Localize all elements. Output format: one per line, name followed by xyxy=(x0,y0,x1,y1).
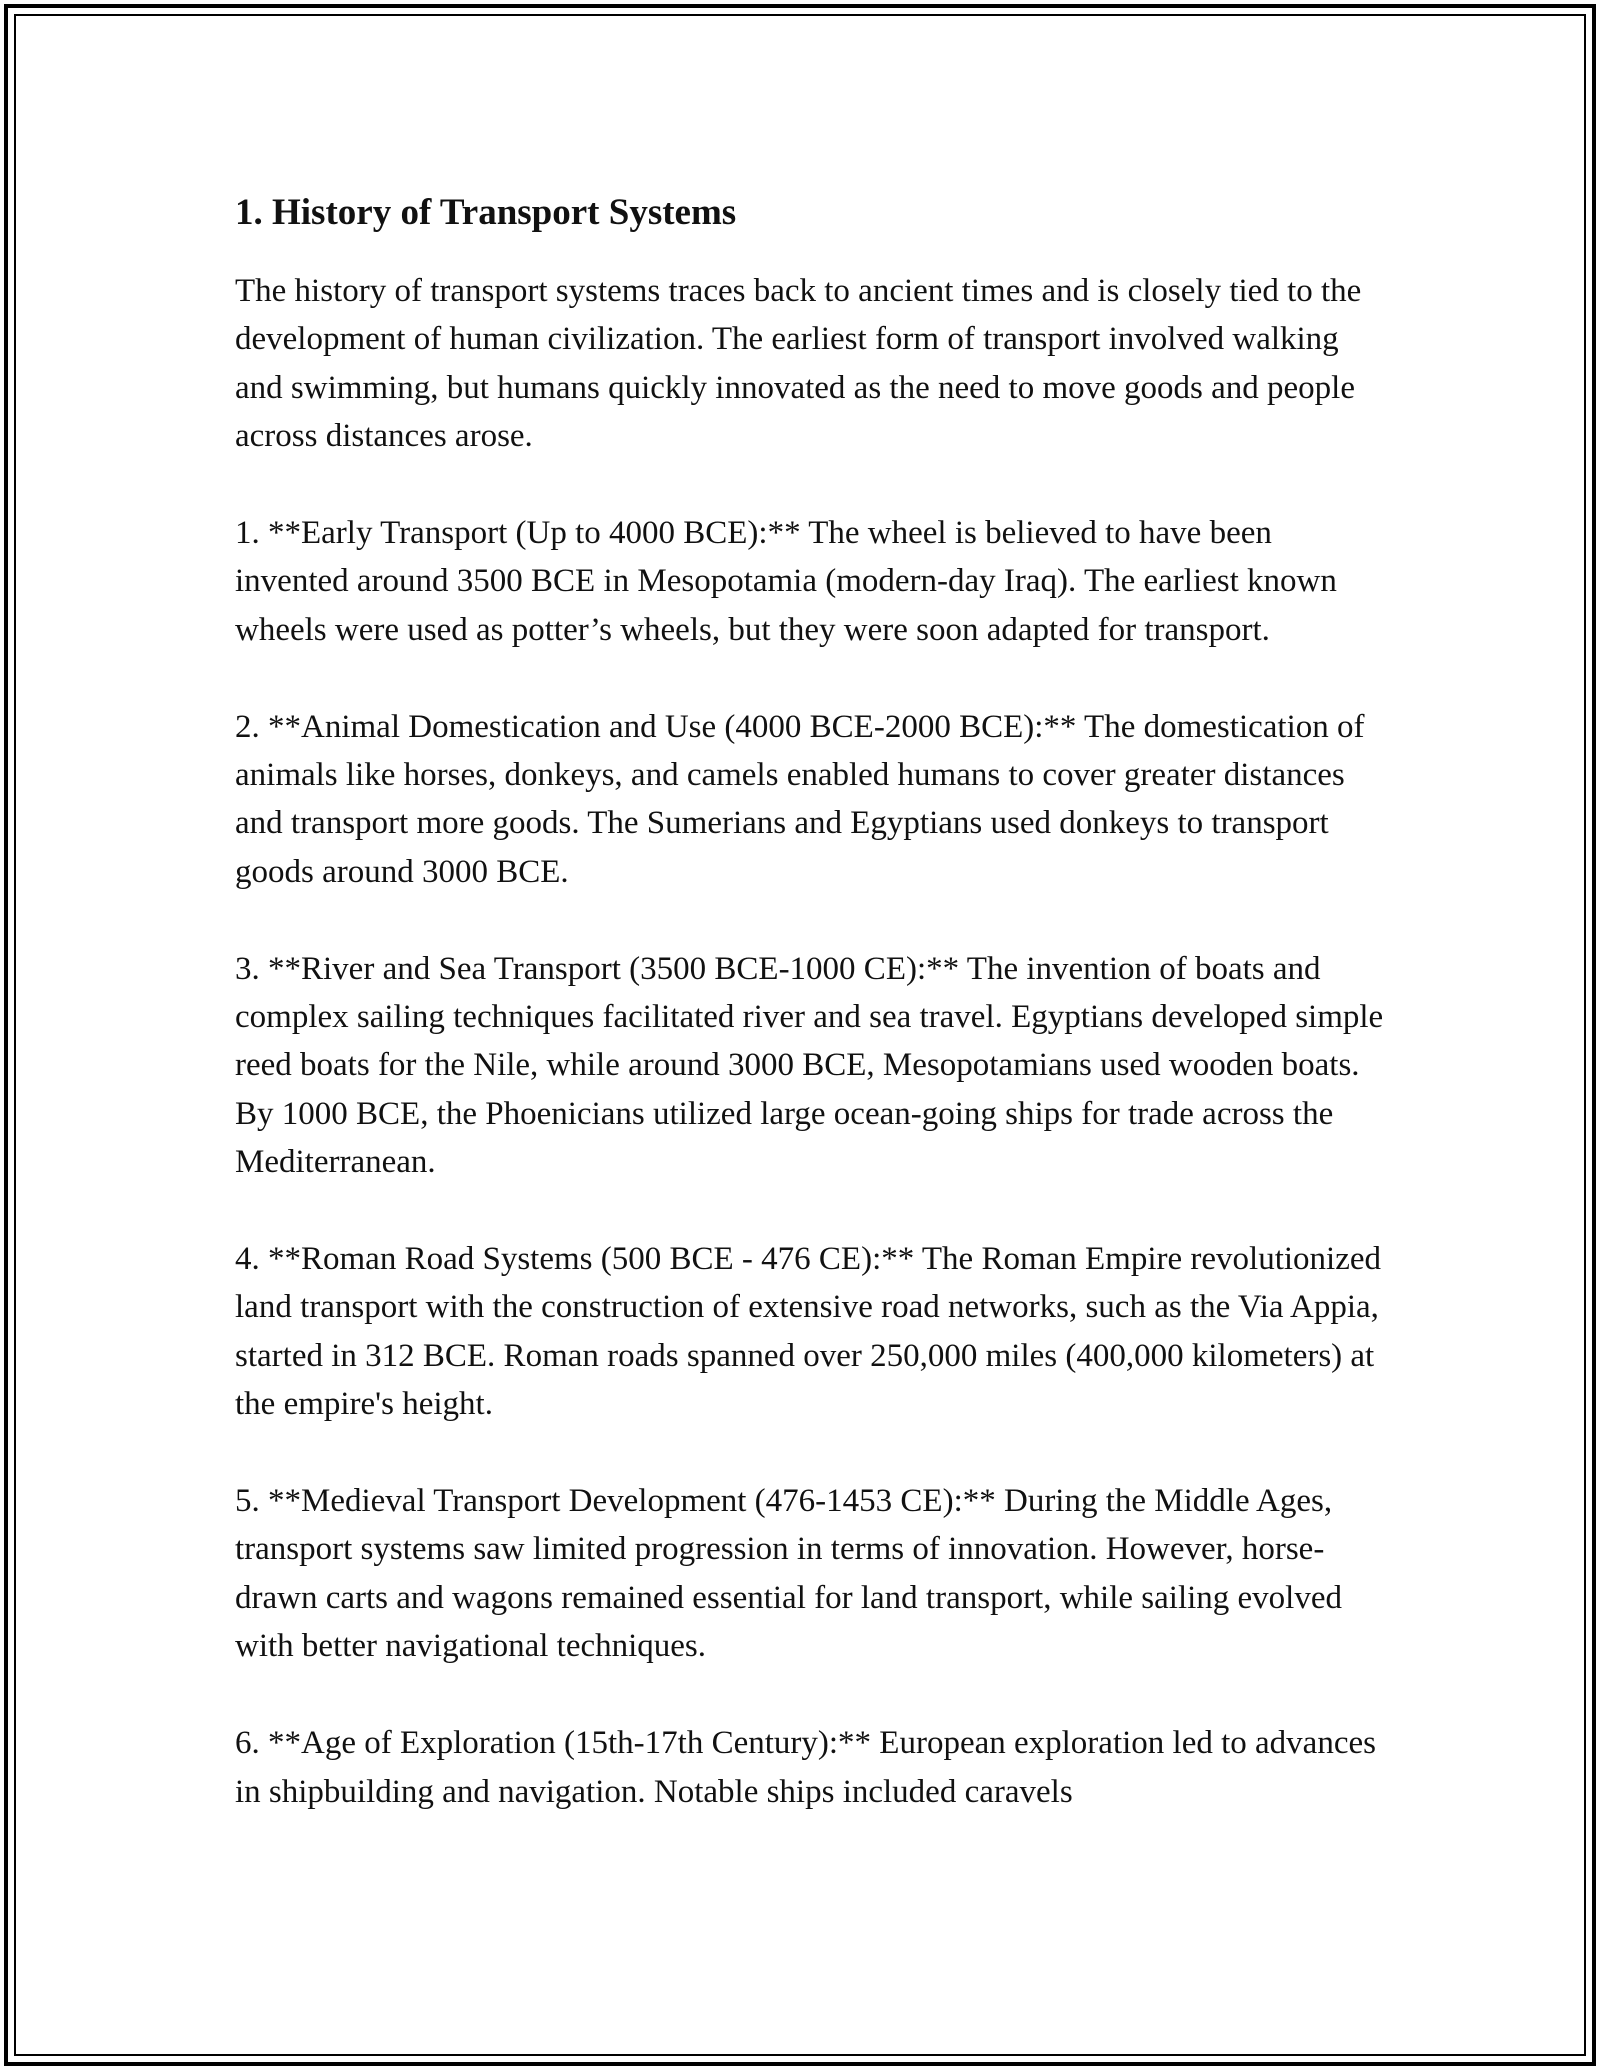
section-heading: 1. History of Transport Systems xyxy=(235,192,737,233)
intro-paragraph: The history of transport systems traces back to ancient times and is closely tied to the development of human civilization. The earliest form of transport involved walking and swimming, but humans quickly innovated as the need to move goods and people across distances arose. xyxy=(235,273,1362,455)
paragraph-animal-domestication: 2. **Animal Domestication and Use (4000 BCE-2000 BCE):** The domestication of animals like horses, donkeys, and camels enabled humans to cover greater distances and transport more goods. The Sumerians and Egyptians used donkeys to transport goods around 3000 BCE. xyxy=(235,708,1365,890)
paragraph-roman-roads: 4. **Roman Road Systems (500 BCE - 476 CE):** The Roman Empire revolutionized land transport with the construction of extensive road networks, such as the Via Appia, started in 312 BCE. Roman roads spanned over 250,000 miles (400,000 kilometers) at the empire's height. xyxy=(235,1241,1382,1423)
paragraph-river-sea-transport: 3. **River and Sea Transport (3500 BCE-1000 CE):** The invention of boats and complex sailing techniques facilitated river and sea travel. Egyptians developed simple reed boats for the Nile, while around 3000 BCE, Mesopotamians used wooden boats. By 1000 BCE, the Phoenicians utilized large ocean-going ships for trade across the Mediterranean. xyxy=(235,950,1384,1181)
document-body xyxy=(235,185,1385,1816)
paragraph-age-of-exploration: 6. **Age of Exploration (15th-17th Century):** European exploration led to advances in shipbuilding and navigation. Notable ships included caravels xyxy=(235,1725,1376,1810)
paragraph-early-transport: 1. **Early Transport (Up to 4000 BCE):** The wheel is believed to have been invented around 3500 BCE in Mesopotamia (modern-day Iraq). The earliest known wheels were used as potter’s wheels, but they were soon adapted for transport. xyxy=(235,515,1337,648)
paragraph-medieval-transport: 5. **Medieval Transport Development (476-1453 CE):** During the Middle Ages, transport systems saw limited progression in terms of innovation. However, horse-drawn carts and wagons remained essential for land transport, while sailing evolved with better navigational techniques. xyxy=(235,1483,1342,1665)
